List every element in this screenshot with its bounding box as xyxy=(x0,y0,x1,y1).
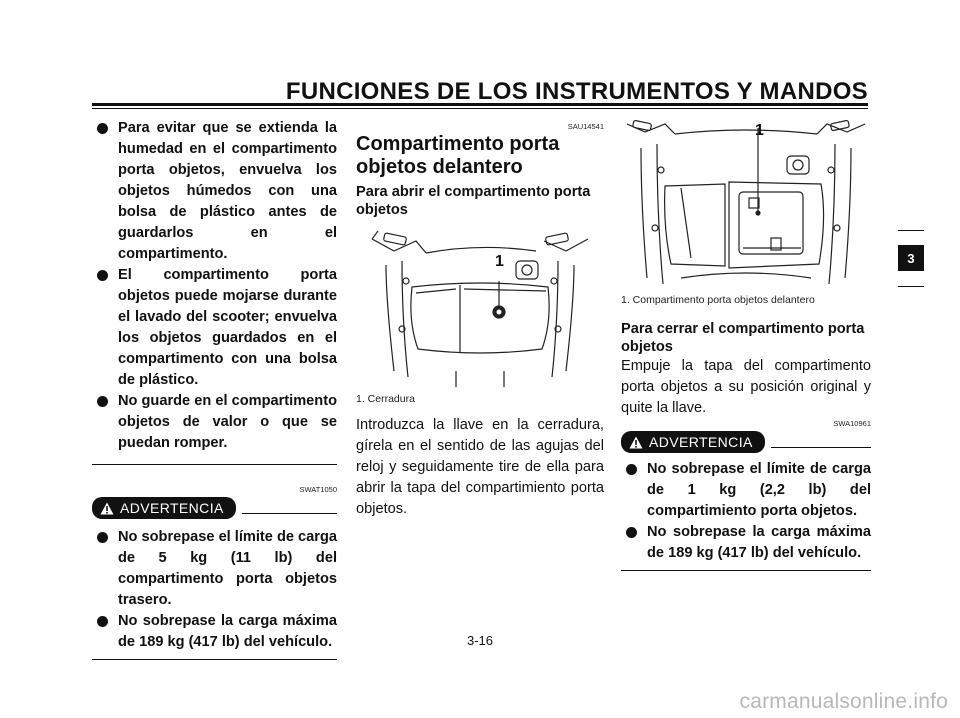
list-item: No sobrepase la carga máxima de 189 kg (417 lb) del vehículo. xyxy=(92,611,337,653)
scooter-open-compartment-illustration xyxy=(621,118,871,290)
figure-storage-compartment xyxy=(621,118,871,290)
warning-header xyxy=(92,497,337,519)
list-item: No sobrepase la carga máxima de 189 kg (417 lb) del vehículo. xyxy=(621,522,871,564)
scooter-front-storage-illustration xyxy=(356,221,604,389)
column-3 xyxy=(621,118,871,571)
page-number: 3-16 xyxy=(466,633,494,648)
header-rule xyxy=(92,103,868,106)
bullet-list xyxy=(92,118,337,454)
bullet-dot-icon xyxy=(97,123,108,134)
list-item: El compartimento porta objetos puede mojarse durante el lavado del scooter; envuelva los objetos guardados en el compartimento con una bolsa de plástico. xyxy=(92,265,337,391)
bullet-dot-icon xyxy=(97,270,108,281)
list-item: No sobrepase el límite de carga de 1 kg (2,2 lb) del compartimiento porta objetos. xyxy=(621,459,871,522)
divider xyxy=(92,464,337,465)
warning-label: ADVERTENCIA xyxy=(120,500,224,516)
section-heading: Compartimento porta objetos delantero xyxy=(356,133,560,178)
warning-triangle-icon xyxy=(629,436,643,449)
subheading: Para abrir el compartimento porta objetos xyxy=(356,184,591,218)
warning-badge xyxy=(621,431,765,453)
bullet-dot-icon xyxy=(97,616,108,627)
divider xyxy=(92,659,337,660)
figure-caption: 1. Compartimento porta objetos delantero xyxy=(621,294,815,306)
column-1 xyxy=(92,118,337,660)
divider xyxy=(242,513,337,514)
warning-list xyxy=(621,459,871,564)
list-item: No sobrepase el límite de carga de 5 kg (11 lb) del compartimento porta objetos trasero. xyxy=(92,527,337,611)
bullet-dot-icon xyxy=(626,464,637,475)
bullet-dot-icon xyxy=(626,527,637,538)
bullet-dot-icon xyxy=(97,396,108,407)
header-rule-thin xyxy=(92,108,868,109)
chapter-tab: 3 xyxy=(898,245,924,271)
figure-callout-number: 1 xyxy=(755,122,764,139)
warning-triangle-icon xyxy=(100,502,114,515)
figure-caption: 1. Cerradura xyxy=(356,393,415,405)
watermark: carmanualsonline.info xyxy=(739,690,948,713)
section-code: SAU14541 xyxy=(567,122,604,131)
bullet-dot-icon xyxy=(97,532,108,543)
warning-code: SWAT1050 xyxy=(299,485,337,494)
chapter-tab-rule xyxy=(898,286,924,287)
warning-badge xyxy=(92,497,236,519)
warning-label: ADVERTENCIA xyxy=(649,434,753,450)
column-2 xyxy=(356,118,604,520)
chapter-tab-rule xyxy=(898,230,924,231)
divider xyxy=(771,447,871,448)
figure-callout-number: 1 xyxy=(495,253,504,270)
body-paragraph: Empuje la tapa del compartimento porta objetos a su posición original y quite la llave. xyxy=(621,358,871,416)
page-header-title: FUNCIONES DE LOS INSTRUMENTOS Y MANDOS xyxy=(285,78,868,105)
body-paragraph: Introduzca la llave en la cerradura, gírela en el sentido de las agujas del reloj y seguidamente tire de ella para abrir la tapa del compartimiento porta objetos. xyxy=(356,417,604,517)
warning-code: SWA10961 xyxy=(833,419,871,428)
list-item: Para evitar que se extienda la humedad en el compartimento porta objetos, envuelva los objetos húmedos con una bolsa de plástico antes de guardarlos en el compartimento. xyxy=(92,118,337,265)
warning-header xyxy=(621,431,871,453)
list-item: No guarde en el compartimento objetos de valor o que se puedan romper. xyxy=(92,391,337,454)
divider xyxy=(621,570,871,571)
figure-lock xyxy=(356,221,604,389)
subheading: Para cerrar el compartimento porta objetos xyxy=(621,321,865,355)
